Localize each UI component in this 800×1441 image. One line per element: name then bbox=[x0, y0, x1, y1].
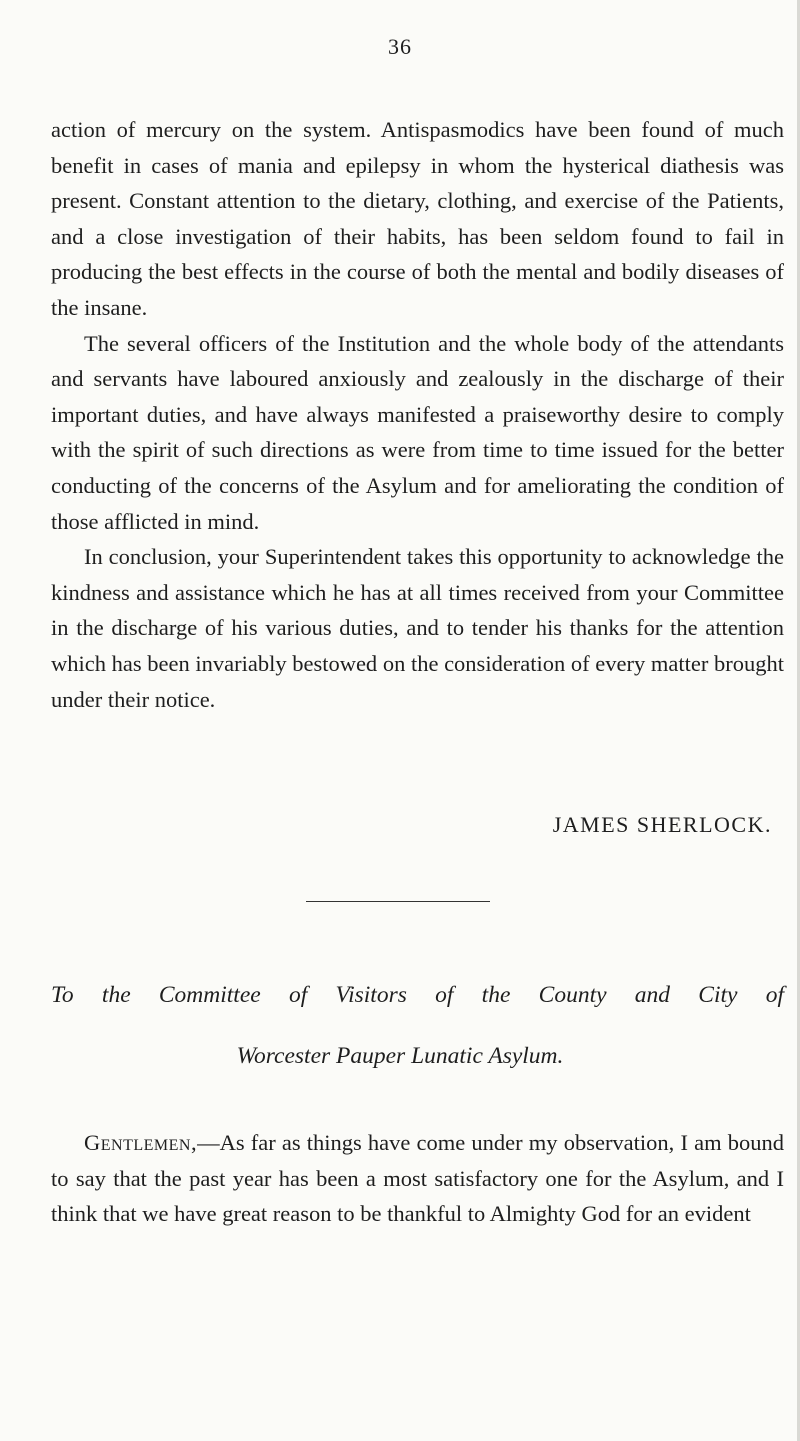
letter-paragraph bbox=[51, 1125, 784, 1232]
paragraph-officers: The several officers of the Institution and the whole body of the attendants and servants have laboured anxiously and zealously in the discharge of their important duties, and have always manifested a praiseworthy desire to comply with the spirit of such directions as were from time to time issued for the better conducting of the concerns of the Asylum and for ameliorating the condition of those afflicted in mind. bbox=[51, 330, 784, 534]
signature: JAMES SHERLOCK. bbox=[552, 812, 772, 837]
report-body bbox=[51, 112, 784, 717]
paragraph-conclusion: In conclusion, your Superintendent takes this opportunity to acknowledge the kindness and assistance which he has at all times received from your Committee in the discharge of his various duties, and to tender his thanks for the attention which has been invariably bestowed on the consideration of every matter brought under their notice. bbox=[51, 544, 784, 712]
page-number: 36 bbox=[388, 34, 412, 59]
paragraph-continuation: action of mercury on the system. Antispasmodics have been found of much benefit in cases of mania and epilepsy in whom the hysterical diathesis was present. Constant attention to the dietary, clothing, and exercise of the Patients, and a close investigation of their habits, has been seldom found to fail in producing the best effects in the course of both the mental and bodily diseases of the insane. bbox=[51, 117, 784, 320]
address-heading-line2: Worcester Pauper Lunatic Asylum. bbox=[236, 1043, 564, 1069]
address-heading-line1: To the Committee of Visitors of the County and City of bbox=[51, 982, 784, 1008]
salutation: Gentlemen, bbox=[84, 1130, 198, 1155]
section-divider bbox=[306, 901, 490, 902]
letter-body-text: —As far as things have come under my observation, I am bound to say that the past year has been a most satisfactory one for the Asylum, and I think that we have great reason to be thankful to Almighty God for an evident bbox=[51, 1130, 784, 1227]
